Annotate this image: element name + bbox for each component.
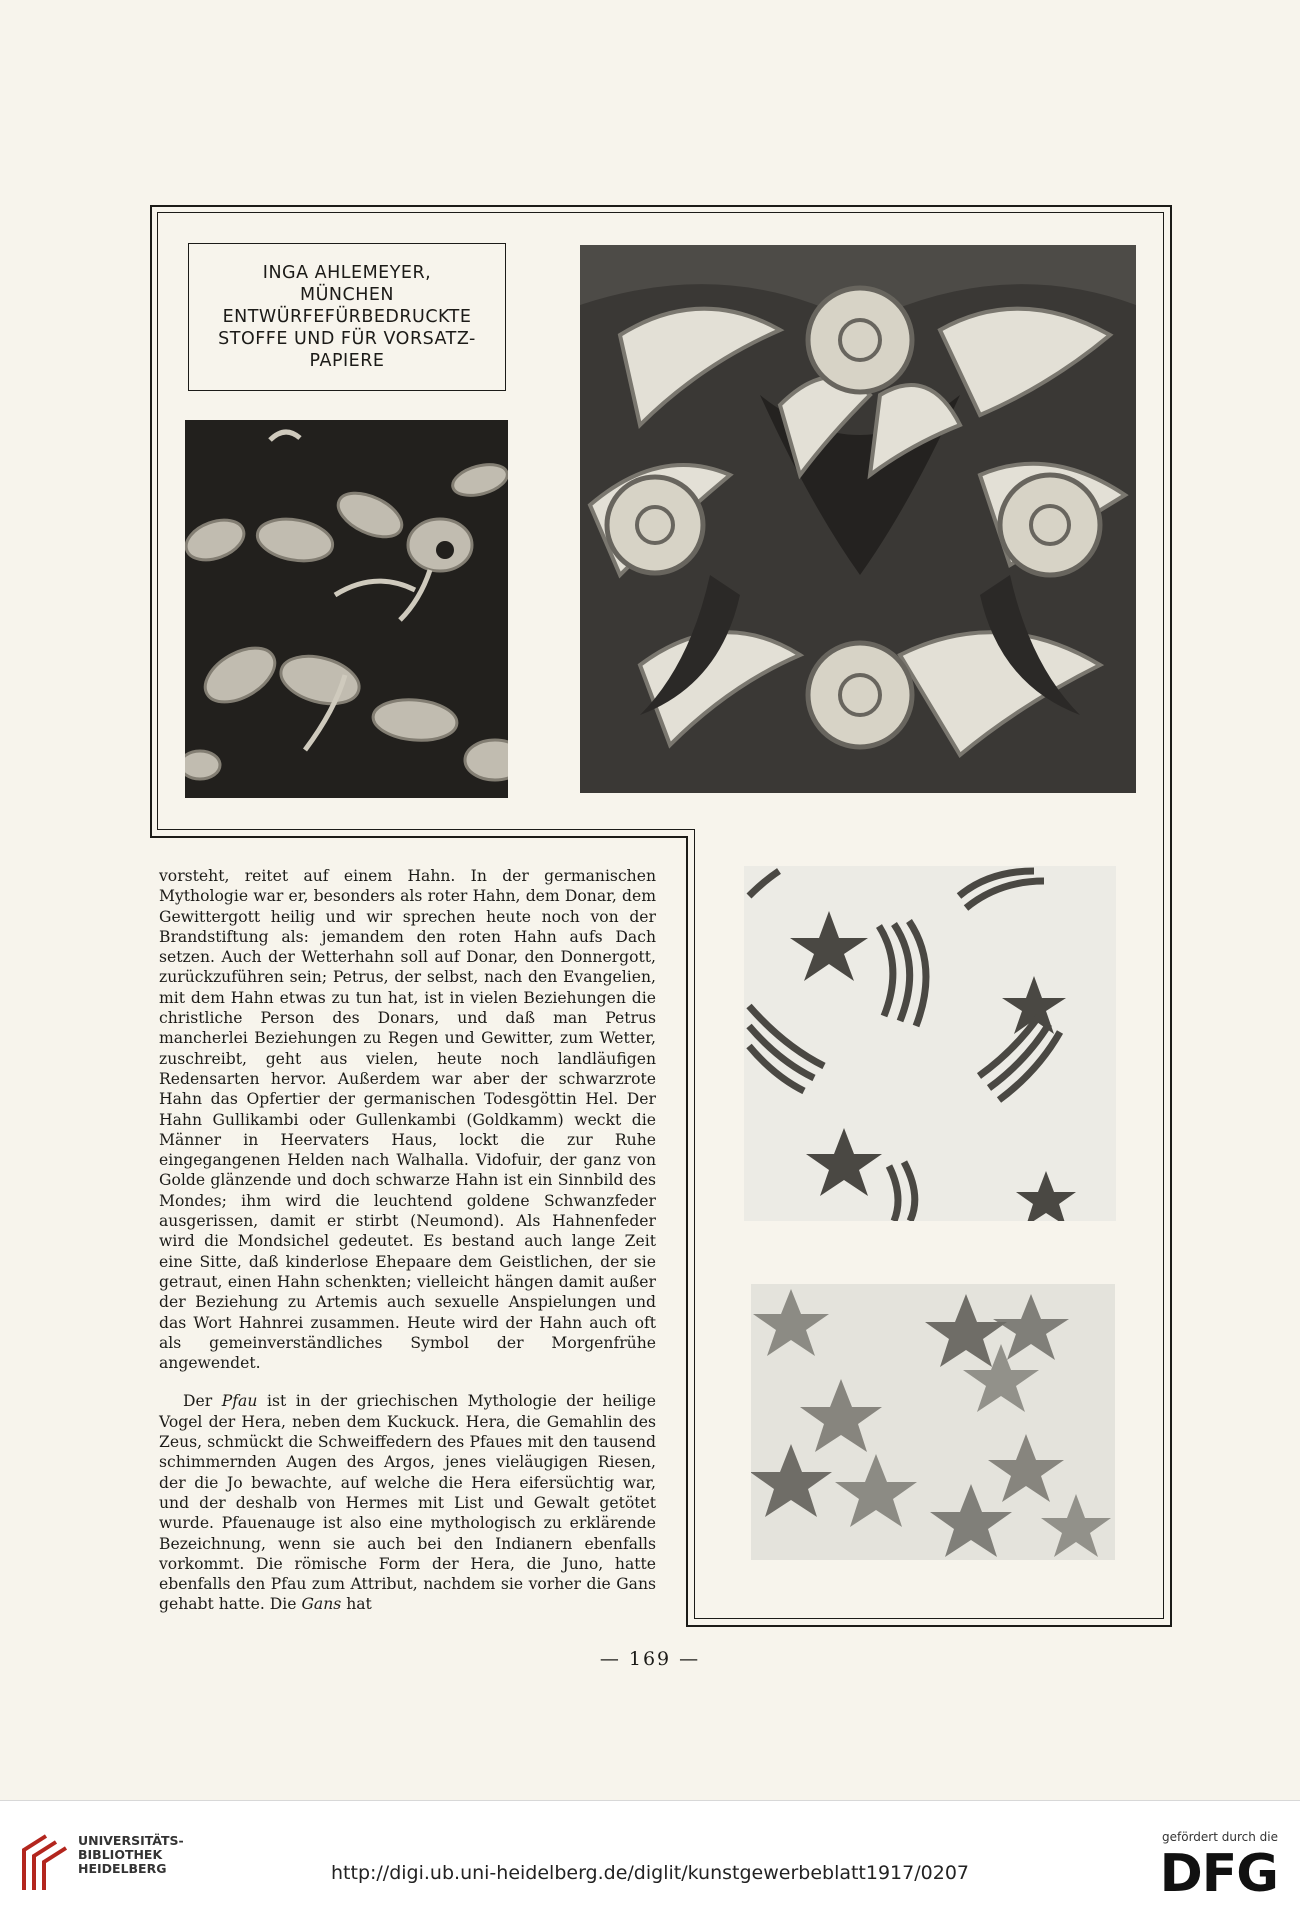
dark-floral-print-image [185, 420, 508, 798]
caption-line: PAPIERE [309, 351, 385, 371]
frame-outer-mid [150, 836, 688, 838]
frame-outer-inner-vertical [686, 836, 688, 1627]
frame-inner-inner-vertical [694, 829, 695, 1619]
frame-outer-right [1170, 205, 1172, 1627]
frame-outer-bottom [686, 1625, 1172, 1627]
frame-inner-top [157, 212, 1163, 213]
paragraph-1: vorsteht, reitet auf einem Hahn. In der germanischen Mythologie war er, besonders als roter Hahn, dem Donar, dem Gewittergott heilig und wir sprechen heute noch von der Brandstiftung als: jemandem den roten Hahn aufs Dach setzen. Auch der Wetterhahn soll auf Donar, den Donnergott, zurückzuführen sein; Petrus, der selbst, nach den Evangelien, mit dem Hahn etwas zu tun hat, ist in vielen Beziehungen die christliche Person des Donars, und daß man Petrus mancherlei Beziehungen zu Regen und Gewitter, zum Wetter, zuschreibt, geht aus vielen, heute noch landläufigen Redensarten hervor. Außerdem war aber der schwarzrote Hahn das Opfertier der germanischen Todesgöttin Hel. Der Hahn Gullikambi oder Gullenkambi (Goldkamm) weckt die Männer in Heervaters Haus, lockt die zur Ruhe eingegangenen Helden nach Walhalla. Vidofuir, der ganz von Golde glänzende und doch schwarze Hahn ist ein Sinnbild des Mondes; ihm wird die leuchtend goldene Schwanzfeder ausgerissen, damit er stirbt (Neumond). Als Hahnenfeder wird die Mondsichel gedeutet. Es bestand auch lange Zeit eine Sitte, daß kinderlose Ehepaare dem Geistlichen, der sie getraut, einen Hahn schenkten; vielleicht hängen damit außer der Beziehung zu Artemis auch sexuelle Anspielungen und das Wort Hahnrei zusammen. Heute wird der Hahn auch oft als gemeinverständliches Symbol der Morgenfrühe angewendet. [159, 867, 656, 1373]
permalink-url[interactable]: http://digi.ub.uni-heidelberg.de/diglit/kunstgewerbeblatt1917/0207 [331, 1862, 969, 1884]
frame-outer-left [150, 205, 152, 838]
frame-inner-right [1163, 212, 1164, 1619]
frame-inner-bottom [694, 1618, 1164, 1619]
caption-line: INGA AHLEMEYER, [262, 263, 432, 283]
caption-line: ENTWÜRFEFÜRBEDRUCKTE [222, 307, 472, 327]
library-line: UNIVERSITÄTS- [78, 1833, 184, 1848]
term-pfau: Pfau [221, 1392, 258, 1411]
funding-note: gefördert durch die [1162, 1830, 1278, 1844]
paragraph-2-lead: Der [183, 1392, 222, 1411]
paragraph-2 [159, 1391, 656, 1614]
footer-divider [0, 1800, 1300, 1801]
floral-garland-print-image [580, 245, 1136, 793]
caption-line: STOFFE UND FÜR VORSATZ- [218, 329, 476, 349]
dfg-logo[interactable]: DFG [1159, 1844, 1278, 1904]
term-gans: Gans [301, 1595, 342, 1614]
library-line: HEIDELBERG [78, 1861, 167, 1876]
stars-and-crescents-print-image [744, 866, 1116, 1221]
paragraph-2-end: hat [341, 1595, 372, 1614]
caption-line: MÜNCHEN [299, 285, 395, 305]
caption-box [188, 243, 506, 391]
stars-print-image [751, 1284, 1115, 1560]
page-number: — 169 — [599, 1648, 701, 1670]
frame-outer-top [150, 205, 1172, 207]
frame-inner-mid [157, 829, 695, 830]
frame-inner-left [157, 212, 158, 830]
library-line: BIBLIOTHEK [78, 1847, 163, 1862]
body-text [159, 866, 656, 1615]
paragraph-2-body: ist in der griechischen Mythologie der heilige Vogel der Hera, neben dem Kuckuck. Hera, die Gemahlin des Zeus, schmückt die Schweiffedern des Pfaues mit den tausend schimmernden Augen des Argos, jenes vieläugigen Riesen, der die Jo bewachte, auf welche die Hera eifersüchtig war, und der deshalb von Hermes mit List und Gewalt getötet wurde. Pfauenauge ist also eine mythologisch zu erklärende Bezeichnung, wenn sie auch bei den Indianern ebenfalls vorkommt. Die römische Form der Hera, die Juno, hatte ebenfalls den Pfau zum Attribut, nachdem sie vorher die Gans gehabt hatte. Die [159, 1392, 656, 1614]
footer-bar [0, 1800, 1300, 1911]
